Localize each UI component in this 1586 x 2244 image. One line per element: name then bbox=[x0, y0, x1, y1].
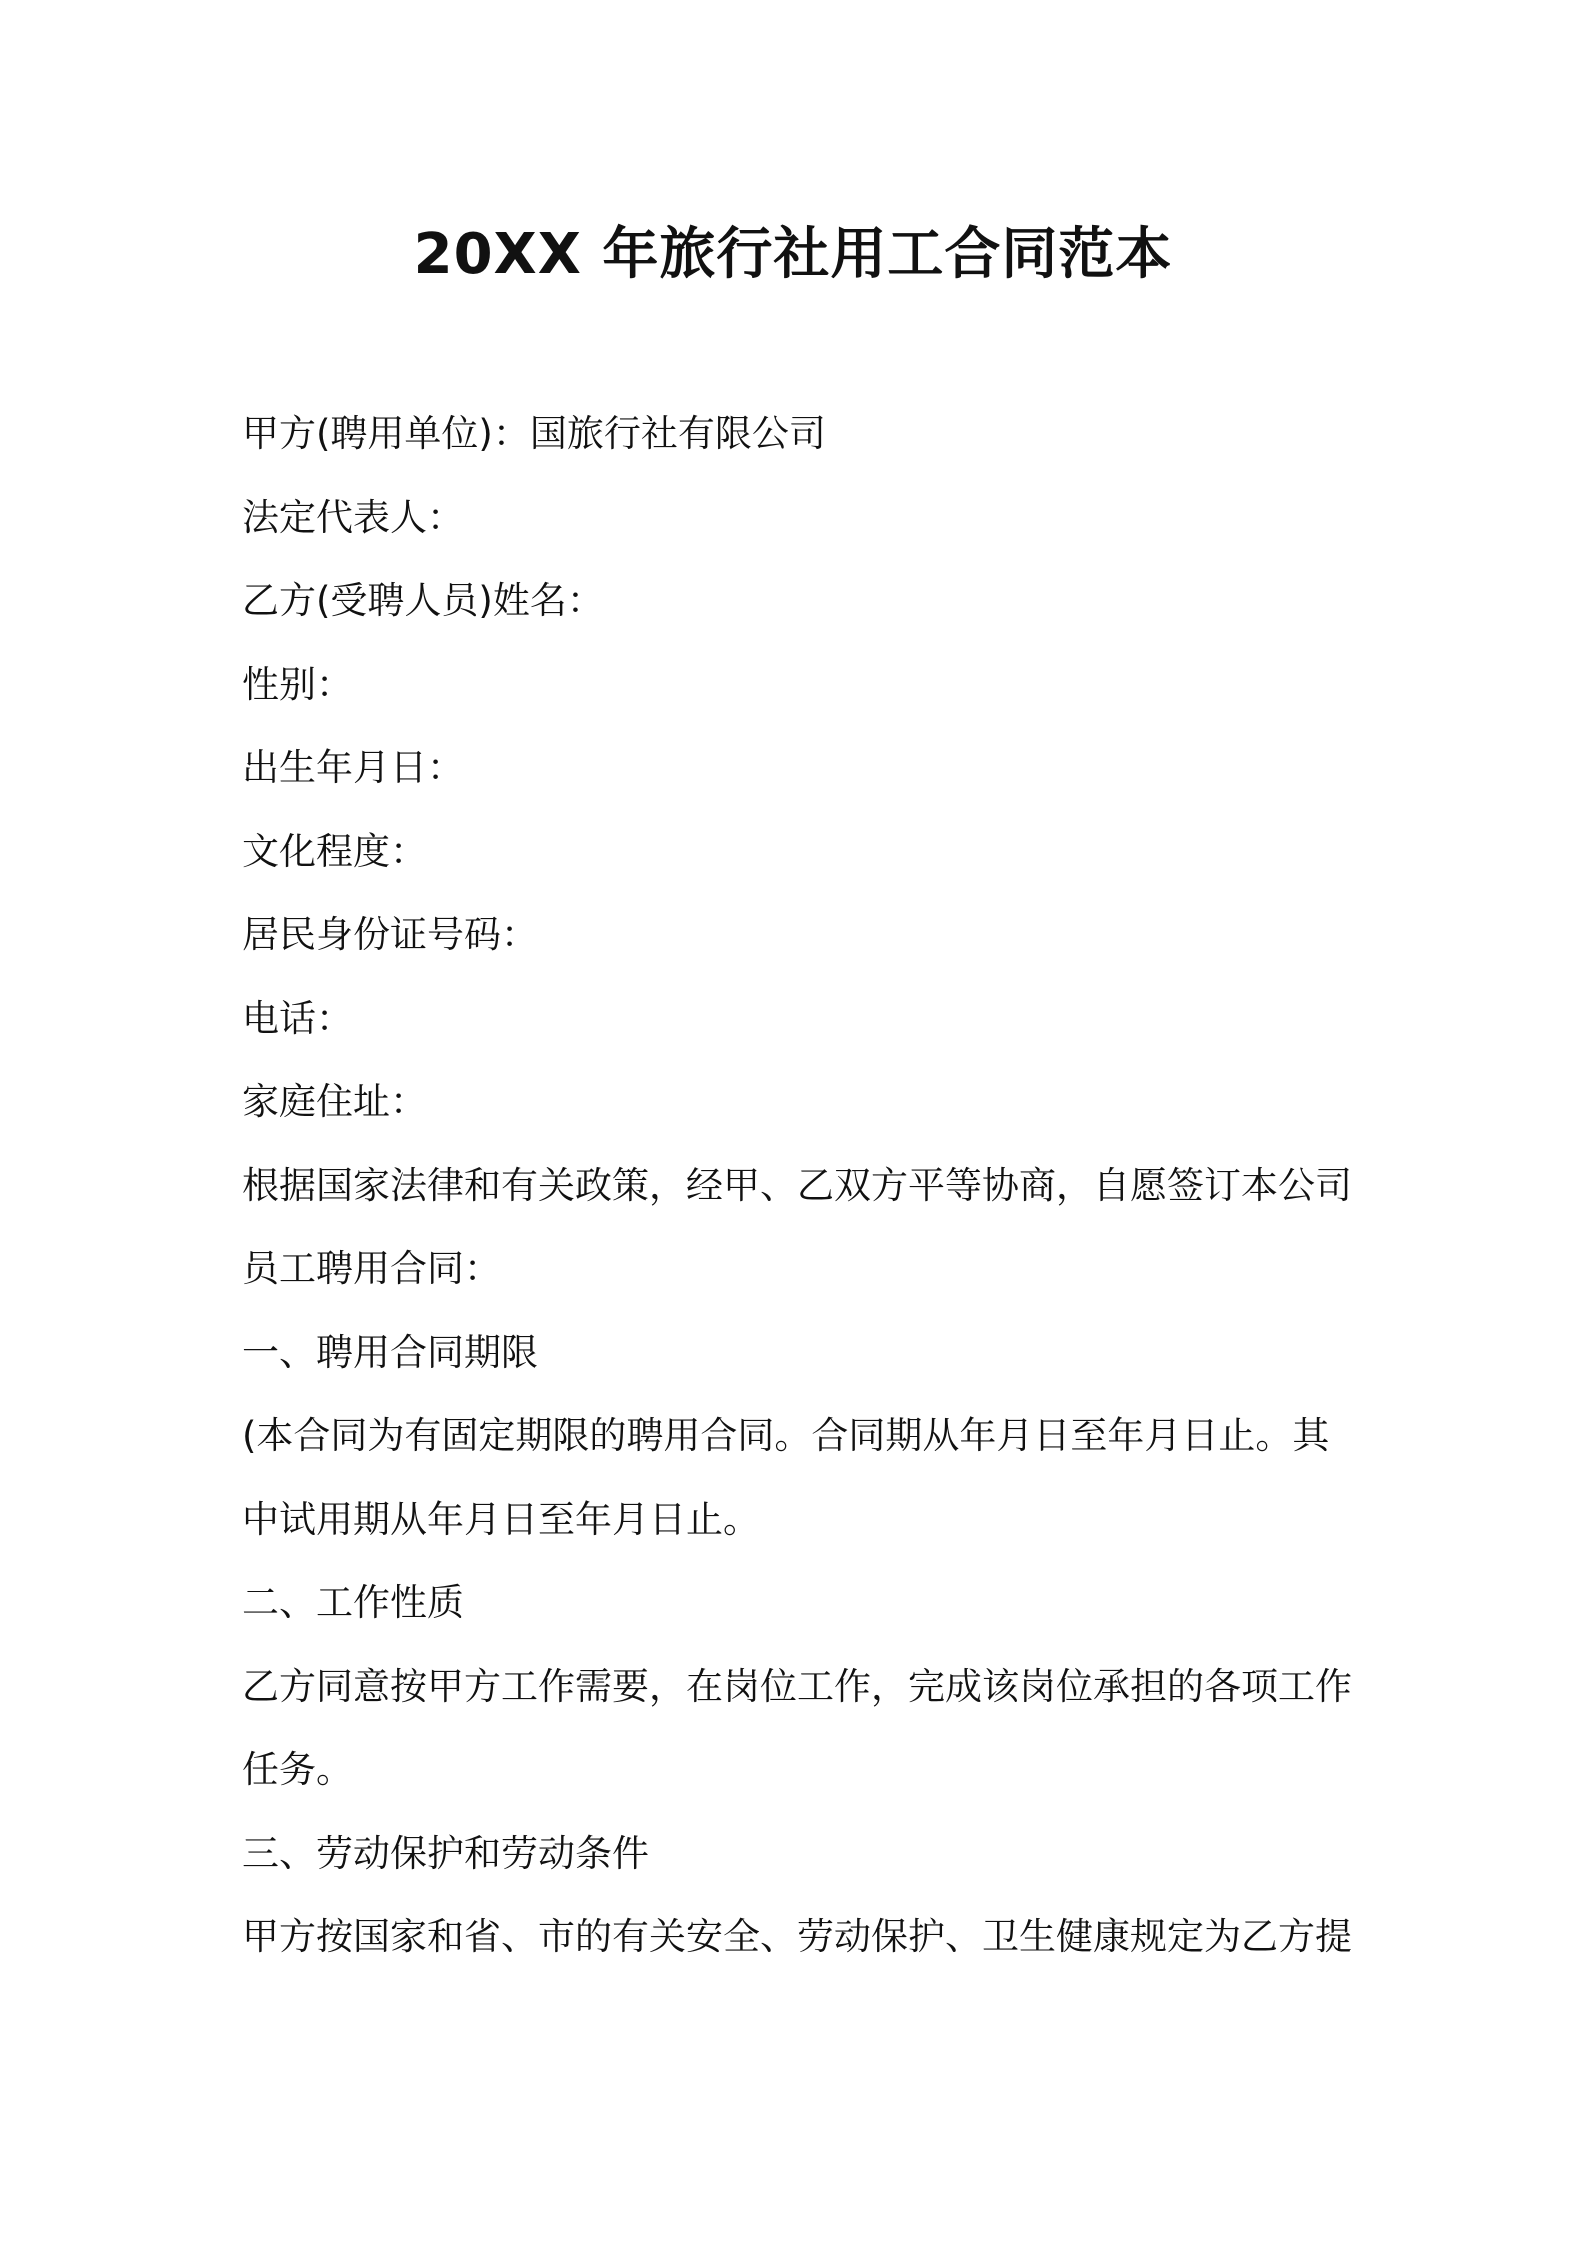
phone-field: 电话： bbox=[242, 996, 353, 1040]
party-b-name-field: 乙方(受聘人员)姓名： bbox=[242, 579, 604, 622]
gender-field: 性别： bbox=[242, 662, 353, 706]
address-field: 家庭住址： bbox=[242, 1080, 427, 1123]
party-a-field: 甲方(聘用单位)：国旅行社有限公司 bbox=[242, 412, 826, 455]
id-number-field: 居民身份证号码： bbox=[242, 913, 538, 956]
section-1-heading: 一、聘用合同期限 bbox=[242, 1330, 538, 1374]
document-body bbox=[242, 392, 1360, 1979]
document-title: 20XX 年旅行社用工合同范本 bbox=[413, 222, 1173, 287]
birth-date-field: 出生年月日： bbox=[242, 746, 464, 789]
section-2-heading: 二、工作性质 bbox=[242, 1581, 464, 1624]
legal-rep-field: 法定代表人： bbox=[242, 495, 464, 539]
intro-line-1: 根据国家法律和有关政策，经甲、乙双方平等协商，自愿签订本公司 bbox=[242, 1163, 1352, 1207]
intro-line-2: 员工聘用合同： bbox=[242, 1247, 501, 1290]
section-2-line-2: 任务。 bbox=[242, 1748, 353, 1791]
section-3-heading: 三、劳动保护和劳动条件 bbox=[242, 1831, 649, 1875]
education-field: 文化程度： bbox=[242, 829, 427, 873]
section-2-line-1: 乙方同意按甲方工作需要，在岗位工作，完成该岗位承担的各项工作 bbox=[242, 1664, 1352, 1708]
section-1-line-2: 中试用期从年月日至年月日止。 bbox=[242, 1497, 760, 1541]
section-1-line-1: (本合同为有固定期限的聘用合同。合同期从年月日至年月日止。其 bbox=[242, 1414, 1330, 1457]
section-3-line-1: 甲方按国家和省、市的有关安全、劳动保护、卫生健康规定为乙方提 bbox=[242, 1915, 1352, 1958]
